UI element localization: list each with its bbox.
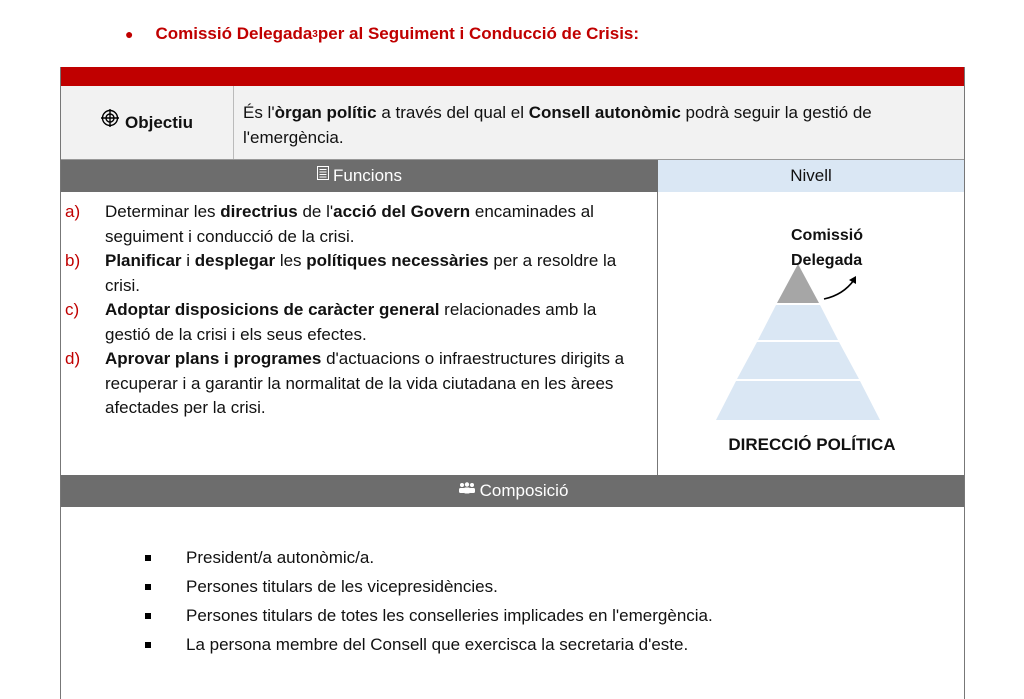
heading-title: Comissió Delegada bbox=[155, 24, 313, 43]
nivell-header: Nivell bbox=[658, 160, 964, 192]
section-heading bbox=[125, 24, 639, 44]
info-table bbox=[60, 67, 965, 699]
footnote-marker[interactable]: 3 bbox=[312, 28, 318, 40]
funcio-item-c: c) Adoptar disposicions de caràcter general relacionades amb la gestió de la crisi i els seus efectes. bbox=[65, 300, 597, 344]
composicio-header: Composició bbox=[61, 475, 964, 507]
bullet-square-icon bbox=[145, 584, 151, 590]
bullet-square-icon bbox=[145, 555, 151, 561]
funcio-item-a: a) Determinar les directrius de l'acció del Govern encaminades al seguiment i conducció de la crisi. bbox=[65, 202, 594, 246]
red-top-bar bbox=[61, 67, 964, 86]
bullet-square-icon bbox=[145, 613, 151, 619]
list-item: Persones titulars de les vicepresidències. bbox=[145, 572, 713, 601]
list-item: Persones titulars de totes les conselleries implicades en l'emergència. bbox=[145, 601, 713, 630]
list-item: La persona membre del Consell que exercisca la secretaria d'este. bbox=[145, 630, 713, 659]
funcio-item-d: d) Aprovar plans i programes d'actuacions o infraestructures dirigits a recuperar i a garantir la normalitat de la vida ciutadana en les àrees afectades per la crisi. bbox=[65, 349, 625, 417]
list-icon bbox=[317, 166, 329, 180]
heading-title-rest: per al Seguiment i Conducció de Crisis: bbox=[317, 24, 640, 43]
pyramid-label: Comissió Delegada bbox=[791, 227, 864, 269]
people-icon bbox=[457, 482, 477, 494]
arrow-icon bbox=[824, 280, 854, 299]
bullet-square-icon bbox=[145, 642, 151, 648]
target-icon bbox=[101, 109, 119, 127]
composicio-list bbox=[145, 543, 713, 659]
funcio-item-b: b) Planificar i desplegar les polítiques necessàries per a resoldre la crisi. bbox=[65, 251, 617, 295]
pyramid-level-2 bbox=[758, 305, 838, 340]
objectiu-row bbox=[61, 86, 964, 160]
objectiu-text: És l'òrgan polític a través del qual el Consell autonòmic podrà seguir la gestió de l'emergència. bbox=[243, 103, 872, 147]
funcions-header: Funcions bbox=[61, 160, 658, 192]
bullet-icon: ● bbox=[125, 26, 134, 42]
objectiu-label: Objectiu bbox=[61, 86, 234, 159]
pyramid-level-4 bbox=[716, 381, 880, 420]
pyramid-level-3 bbox=[737, 342, 859, 379]
list-item: President/a autonòmic/a. bbox=[145, 543, 713, 572]
funcions-list bbox=[61, 192, 658, 475]
pyramid-title: DIRECCIÓ POLÍTICA bbox=[728, 435, 896, 454]
